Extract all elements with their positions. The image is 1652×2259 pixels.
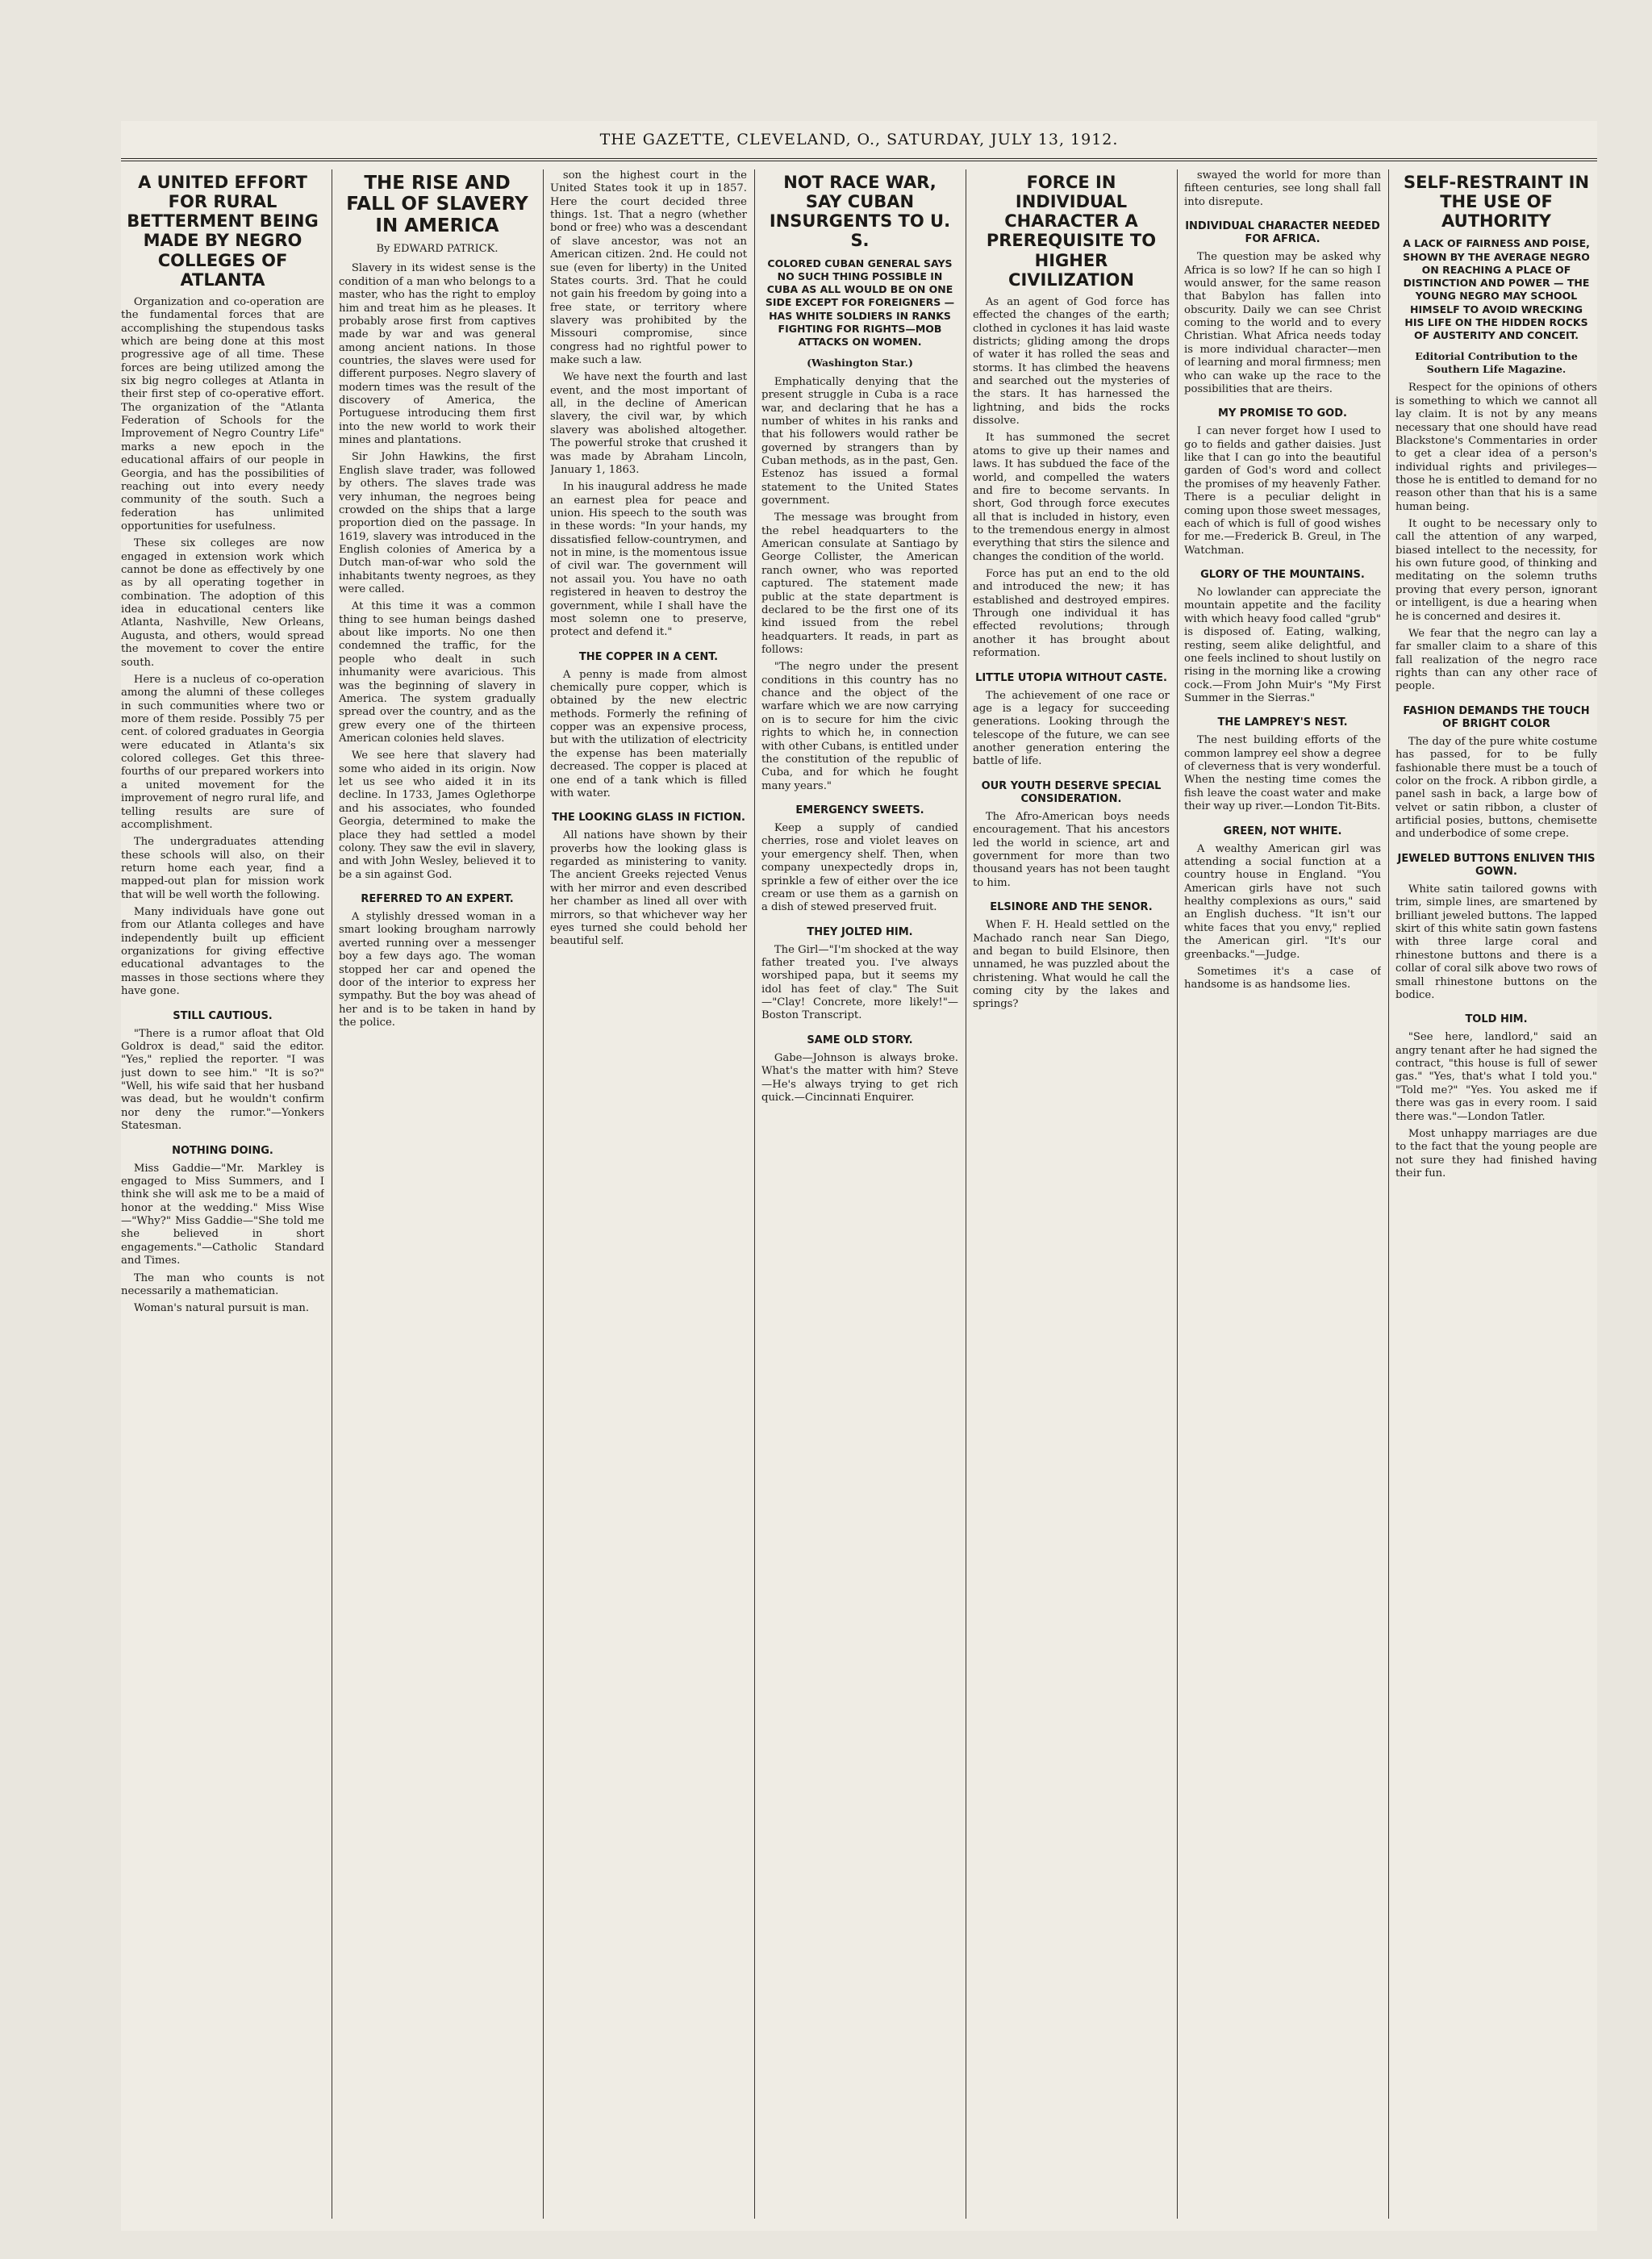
subheading: INDIVIDUAL CHARACTER NEEDED FOR AFRICA. — [1185, 220, 1380, 246]
column-3 — [550, 169, 747, 2219]
headline: A UNITED EFFORT FOR RURAL BETTERMENT BEING MADE BY NEGRO COLLEGES OF ATLANTA — [127, 173, 319, 290]
subheading: THE COPPER IN A CENT. — [578, 650, 719, 663]
paragraph: We fear that the negro can lay a far smaller claim to a share of this fall realization of the negro race rights than can any other race of people. — [1395, 627, 1597, 693]
paragraph: I can never forget how I used to go to fields and gather daisies. Just like that I can go into the beautiful garden of God's word and collect the promises of my heavenly Father. There is a peculiar delight in coming upon those sweet messages, each of which is full of good wishes for me.—Frederick B. Greul, in The Watchman. — [1184, 425, 1381, 557]
paragraph: Woman's natural pursuit is man. — [133, 1302, 310, 1315]
subheading: THE LAMPREY'S NEST. — [1217, 716, 1348, 729]
deck: A LACK OF FAIRNESS AND POISE, SHOWN BY THE AVERAGE NEGRO ON REACHING A PLACE OF DISTINCTION AND POWER — THE YOUNG NEGRO MAY SCHOOL HIMSELF TO AVOID WRECKING HIS LIFE ON THE HIDDEN ROCKS OF AUSTERITY AND CONCEIT. — [1403, 237, 1590, 342]
paragraph: The nest building efforts of the common lamprey eel show a degree of cleverness that is very wonderful. When the nesting time comes the fish leave the coast water and make their way up river.—London Tit-Bits. — [1184, 734, 1381, 813]
paragraph: The Afro-American boys needs encouragement. That his ancestors led the world in science, art and government for more than two thousand years has not been taught to him. — [973, 811, 1170, 889]
paragraph: Sometimes it's a case of handsome is as handsome lies. — [1184, 965, 1381, 992]
headline: NOT RACE WAR, SAY CUBAN INSURGENTS TO U. S. — [769, 173, 951, 251]
paragraph: son the highest court in the United States took it up in 1857. Here the court decided three things. 1st. That a negro (whether bond or free) who was a descendant of slave ancestor, was not an American citizen. 2nd. He could not sue (even for liberty) in the United States courts. 3rd. That he could not gain his freedom by going into a free state, or territory where slavery was prohibited by the Missouri compromise, since congress had no rightful power to make such a law. — [550, 169, 747, 367]
headline: SELF-RESTRAINT IN THE USE OF AUTHORITY — [1403, 173, 1590, 232]
paragraph: We see here that slavery had some who aided in its origin. Now let us see who aided it in its decline. In 1733, James Oglethorpe and his associates, who founded Georgia, determined to make the place they had settled a model colony. They saw the evil in slavery, and with John Wesley, believed it to be a sin against God. — [339, 750, 536, 881]
paragraph: The message was brought from the rebel headquarters to the American consulate at Santiago by George Collister, the American ranch owner, who was reported captured. The statement made public at the state department is declared to be the first one of its kind issued from the rebel headquarters. It reads, in part as follows: — [761, 512, 958, 656]
paragraph: Most unhappy marriages are due to the fact that the young people are not sure they had finished having their fun. — [1395, 1127, 1597, 1180]
paragraph: No lowlander can appreciate the mountain appetite and the facility with which heavy food called "grub" is disposed of. Eating, walking, resting, seem alike delightful, and one feels inclined to shout lustily on rising in the morning like a crowing cock.—From John Muir's "My First Summer in the Sierras." — [1184, 587, 1381, 704]
paragraph: Sir John Hawkins, the first English slave trader, was followed by others. The slaves trade was very inhuman, the negroes being crowded on the ships that a large proportion died on the passage. In 1619, slavery was introduced in the English colonies of America by a Dutch man-of-war who sold the inhabitants twenty negroes, as they were called. — [339, 451, 536, 596]
paragraph: Here is a nucleus of co-operation among the alumni of these colleges in such communities where two or more of them reside. Possibly 75 per cent. of colored graduates in Georgia were educated in Atlanta's six colored colleges. Get this three-fourths of our prepared workers into a united movement for the improvement of negro rural life, and telling results are sure of accomplishment. — [121, 673, 324, 831]
paragraph: Organization and co-operation are the fundamental forces that are accomplishing the stupendous tasks which are being done at this most progressive age of all time. These forces are being utilized among the six big negro colleges at Atlanta in their first step of co-operative effort. The organization of the "Atlanta Federation of Schools for the Improvement of Negro Country Life" marks a new epoch in the educational affairs of our people in Georgia, and has the possibilities of reaching out into every needy community of the south. Such a federation has unlimited opportunities for usefulness. — [121, 295, 324, 532]
paragraph: "There is a rumor afloat that Old Goldrox is dead," said the editor. "Yes," replied the reporter. "I was just down to see him." "It is so?" "Well, his wife said that her husband was dead, but he wouldn't confirm nor deny the rumor."—Yonkers Statesman. — [121, 1027, 324, 1133]
paragraph: The achievement of one race or age is a legacy for succeeding generations. Looking through the telescope of the future, we can see another generation entering the battle of life. — [973, 689, 1170, 768]
subheading: GLORY OF THE MOUNTAINS. — [1200, 568, 1365, 581]
paragraph: These six colleges are now engaged in extension work which cannot be done as effectively by one as by all operating together in combination. The adoption of this idea in educational centers like Atlanta, Nashville, New Orleans, Augusta, and others, would spread the movement to cover the entire south. — [121, 537, 324, 669]
paragraph: "See here, landlord," said an angry tenant after he had signed the contract, "this house is full of sewer gas." "Yes, that's what I told you." "Told me?" "Yes. You asked me if there was gas in every room. I said there was."—London Tatler. — [1395, 1031, 1597, 1123]
paragraph: Respect for the opinions of others is something to which we cannot all lay claim. It is not by any means necessary that one should have read Blackstone's Commentaries in order to get a clear idea of a person's individual rights and privileges—those he is entitled to demand for no reason other than that his is a same human being. — [1395, 382, 1597, 513]
newspaper-page — [121, 121, 1597, 2231]
column-4 — [761, 169, 958, 2219]
subheading: THEY JOLTED HIM. — [807, 925, 913, 938]
paragraph: The question may be asked why Africa is so low? If he can so high I would answer, for the same reason that Babylon has fallen into obscurity. Daily we can see Christ coming to the world and to every Christian. What Africa needs today is more individual character—men of learning and moral firmness; men who can wake up the race to the possibilities that are theirs. — [1184, 251, 1381, 395]
column-rule — [1388, 169, 1389, 2219]
paragraph: We have next the fourth and last event, and the most important of all, in the decline of American slavery, the civil war, by which slavery was abolished altogether. The powerful stroke that crushed it was made by Abraham Lincoln, January 1, 1863. — [550, 371, 747, 476]
paragraph: When F. H. Heald settled on the Machado ranch near San Diego, and began to build Elsinore, then unnamed, he was puzzled about the christening. What would he call the coming city by the lakes and springs? — [973, 919, 1170, 1011]
paragraph: In his inaugural address he made an earnest plea for peace and union. His speech to the south was in these words: "In your hands, my dissatisfied fellow-countrymen, and not in mine, is the momentous issue of civil war. The government will not assail you. You have no oath registered in heaven to destroy the government, while I shall have the most solemn one to preserve, protect and defend it." — [550, 481, 747, 639]
paragraph: "The negro under the present conditions in this country has no chance and the object of the warfare which we are now carrying on is to secure for him the civic rights to which he, in connection with other Cubans, is entitled under the constitution of the republic of Cuba, and for which he fought many years." — [761, 661, 958, 792]
subheading: FASHION DEMANDS THE TOUCH OF BRIGHT COLOR — [1403, 704, 1590, 730]
paragraph: swayed the world for more than fifteen centuries, see long shall fall into disrepute. — [1184, 169, 1381, 208]
subheading: GREEN, NOT WHITE. — [1223, 825, 1342, 837]
paragraph: White satin tailored gowns with trim, simple lines, are smartened by brilliant jeweled buttons. The lapped skirt of this white satin gown fastens with three large coral and rhinestone buttons and there is a collar of coral silk above two rows of small rhinestone buttons on the bodice. — [1395, 883, 1597, 1001]
column-5 — [973, 169, 1170, 2219]
subheading: LITTLE UTOPIA WITHOUT CASTE. — [975, 671, 1167, 684]
paragraph: A stylishly dressed woman in a smart looking brougham narrowly averted running over a messenger boy a few days ago. The woman stopped her car and opened the door of the interior to express her sympathy. But the boy was ahead of her and is to be taken in hand by the police. — [339, 911, 536, 1029]
paragraph: As an agent of God force has effected the changes of the earth; clothed in cyclones it has laid waste districts; gliding among the drops of water it has rolled the seas and storms. It has climbed the heavens and searched out the mysteries of the stars. It has harnessed the lightning, and bids the rocks dissolve. — [973, 295, 1170, 428]
subheading: OUR YOUTH DESERVE SPECIAL CONSIDERATION. — [981, 779, 1162, 805]
deck: COLORED CUBAN GENERAL SAYS NO SUCH THING POSSIBLE IN CUBA AS ALL WOULD BE ON ONE SIDE EXCEPT FOR FOREIGNERS —HAS WHITE SOLDIERS IN RANKS FIGHTING FOR RIGHTS—MOB ATTACKS ON WOMEN. — [765, 257, 955, 349]
column-2 — [339, 169, 536, 2219]
paragraph: Force has put an end to the old and introduced the new; it has established and destroyed empires. Through one individual it has effected revolutions; through another it has brought about reformation. — [973, 568, 1170, 660]
subheading: TOLD HIM. — [1465, 1013, 1528, 1026]
subheading: SAME OLD STORY. — [807, 1033, 913, 1046]
paragraph: Miss Gaddie—"Mr. Markley is engaged to Miss Summers, and I think she will ask me to be a maid of honor at the wedding." Miss Wise—"Why?" Miss Gaddie—"She told me she believed in short engagements."—Catholic Standard and Times. — [121, 1162, 324, 1267]
paragraph: A wealthy American girl was attending a social function at a country house in England. "You American girls have not such healthy complexions as ours," said an English duchess. "It isn't our white faces that you envy," replied the American girl. "It's our greenbacks."—Judge. — [1184, 842, 1381, 961]
subheading: NOTHING DOING. — [172, 1144, 273, 1157]
paragraph: Emphatically denying that the present struggle in Cuba is a race war, and declaring that he has a number of whites in his ranks and that his followers would rather be governed by strangers than by Cuban methods, as in the past, Gen. Estenoz has issued a formal statement to the United States government. — [761, 375, 958, 507]
subheading: EMERGENCY SWEETS. — [795, 804, 924, 816]
paragraph: It has summoned the secret atoms to give up their names and laws. It has subdued the face of the world, and compelled the waters and fire to become servants. In short, God through force executes all that is included in history, even to the tremendous energy in almost everything that stirs the silence and changes the condition of the world. — [973, 432, 1170, 563]
paragraph: A penny is made from almost chemically pure copper, which is obtained by the new electric methods. Formerly the refining of copper was an expensive process, but with the utilization of electricity the expense has been materially decreased. The copper is placed at one end of a tank which is filled with water. — [550, 668, 747, 800]
paragraph: Slavery in its widest sense is the condition of a man who belongs to a master, who has the right to employ him and treat him as he pleases. It probably arose first from captives made by war and was general among ancient nations. In those countries, the slaves were used for different purposes. Negro slavery of modern times was the result of the discovery of America, the Portuguese introducing them first into the new world to work their mines and plantations. — [339, 262, 536, 447]
subheading: JEWELED BUTTONS ENLIVEN THIS GOWN. — [1397, 852, 1596, 878]
subheading: REFERRED TO AN EXPERT. — [361, 892, 514, 905]
paragraph: All nations have shown by their proverbs how the looking glass is regarded as ministering to vanity. The ancient Greeks rejected Venus with her mirror and even described her chamber as lined all over with mirrors, so that whichever way her eyes turned she could behold her beautiful self. — [550, 829, 747, 948]
headline: FORCE IN INDIVIDUAL CHARACTER A PREREQUISITE TO HIGHER CIVILIZATION — [986, 173, 1157, 290]
column-1 — [121, 169, 324, 2219]
paragraph: At this time it was a common thing to see human beings dashed about like imports. No one then condemned the traffic, for the people who dealt in such inhumanity were avaricious. This was the beginning of slavery in America. The system gradually spread over the country, and as the grew every one of the thirteen American colonies held slaves. — [339, 600, 536, 745]
paragraph: Gabe—Johnson is always broke. What's the matter with him? Steve—He's always trying to get rich quick.—Cincinnati Enquirer. — [761, 1051, 958, 1104]
subheading: STILL CAUTIOUS. — [173, 1009, 273, 1022]
masthead: THE GAZETTE, CLEVELAND, O., SATURDAY, JULY 13, 1912. — [121, 121, 1597, 161]
column-7 — [1395, 169, 1597, 2219]
subheading: MY PROMISE TO GOD. — [1218, 407, 1347, 420]
paragraph: The Girl—"I'm shocked at the way father treated you. I've always worshiped papa, but it seems my idol has feet of clay." The Suit—"Clay! Concrete, more likely!"—Boston Transcript. — [761, 943, 958, 1022]
column-6 — [1184, 169, 1381, 2219]
column-rule — [543, 169, 544, 2219]
column-rule — [754, 169, 755, 2219]
column-rule — [1177, 169, 1178, 2219]
credit-line: Editorial Contribution to the Southern Life Magazine. — [1415, 350, 1578, 375]
subheading: THE LOOKING GLASS IN FICTION. — [552, 812, 745, 825]
byline: By EDWARD PATRICK. — [376, 243, 499, 256]
paragraph: The undergraduates attending these schools will also, on their return home each year, find a mapped-out plan for mission work that will be well worth the following. — [121, 836, 324, 901]
subheading: ELSINORE AND THE SENOR. — [990, 901, 1153, 914]
credit-line: (Washington Star.) — [807, 357, 913, 370]
paragraph: Keep a supply of candied cherries, rose and violet leaves on your emergency shelf. Then, when company unexpectedly drops in, sprinkle a few of either over the ice cream or use them as a garnish on a dish of stewed preserved fruit. — [761, 822, 958, 914]
headline: THE RISE AND FALL OF SLAVERY IN AMERICA — [346, 173, 528, 236]
paragraph: The man who counts is not necessarily a mathematician. — [121, 1271, 324, 1297]
paragraph: It ought to be necessary only to call the attention of any warped, biased intellect to the necessity, for his own future good, of thinking and meditating on the solemn truths proving that every person, ignorant or intelligent, is due a hearing when he is concerned and desires it. — [1395, 518, 1597, 623]
paragraph: The day of the pure white costume has passed, for to be fully fashionable there must be a touch of color on the frock. A ribbon girdle, a panel sash in back, a large bow of velvet or satin ribbon, a cluster of artificial posies, buttons, chemisette and underbodice of some crepe. — [1395, 735, 1597, 841]
paragraph: Many individuals have gone out from our Atlanta colleges and have independently built up efficient organizations for giving effective educational advantages to the masses in those sections where they have gone. — [121, 906, 324, 998]
